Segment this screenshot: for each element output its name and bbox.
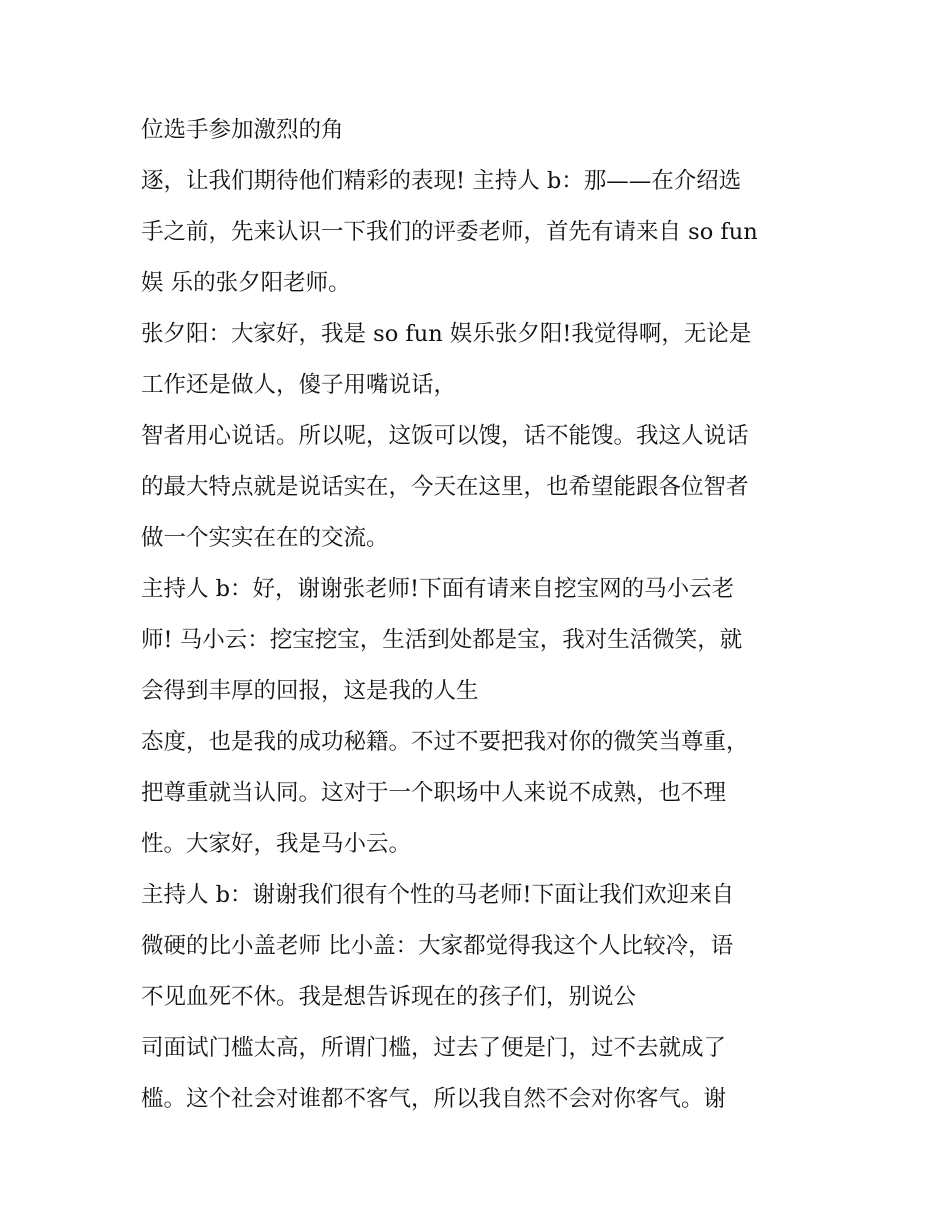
text-line: 微硬的比小盖老师 比小盖：大家都觉得我这个人比较冷，语	[141, 933, 734, 959]
text-line: 性。大家好，我是马小云。	[141, 831, 412, 857]
text-line: 把尊重就当认同。这对于一个职场中人来说不成熟，也不理	[141, 780, 727, 806]
text-line: 槛。这个社会对谁都不客气，所以我自然不会对你客气。谢	[141, 1086, 727, 1112]
text-line: 智者用心说话。所以呢，这饭可以馊，话不能馊。我这人说话	[141, 423, 749, 449]
text-line: 的最大特点就是说话实在，今天在这里，也希望能跟各位智者	[141, 474, 749, 500]
text-line: 会得到丰厚的回报，这是我的人生	[141, 678, 479, 704]
text-line: 主持人 b：谢谢我们很有个性的马老师!下面让我们欢迎来自	[141, 882, 735, 908]
text-line: 主持人 b：好，谢谢张老师!下面有请来自挖宝网的马小云老	[141, 576, 735, 602]
text-line: 娱 乐的张夕阳老师。	[141, 270, 351, 296]
text-line: 态度，也是我的成功秘籍。不过不要把我对你的微笑当尊重，	[141, 729, 749, 755]
text-line: 师! 马小云：挖宝挖宝，生活到处都是宝，我对生活微笑，就	[141, 627, 743, 653]
text-line: 位选手参加激烈的角	[141, 117, 344, 143]
text-line: 工作还是做人，傻子用嘴说话，	[141, 372, 457, 398]
body-text	[141, 110, 821, 1130]
text-line: 手之前，先来认识一下我们的评委老师，首先有请来自 so fun	[141, 219, 758, 245]
text-line: 司面试门槛太高，所谓门槛，过去了便是门，过不去就成了	[141, 1035, 727, 1061]
text-line: 做一个实实在在的交流。	[141, 525, 389, 551]
text-line: 不见血死不休。我是想告诉现在的孩子们，别说公	[141, 984, 637, 1010]
text-line: 张夕阳：大家好，我是 so fun 娱乐张夕阳!我觉得啊，无论是	[141, 321, 752, 347]
text-line: 逐，让我们期待他们精彩的表现! 主持人 b：那——在介绍选	[141, 168, 742, 194]
